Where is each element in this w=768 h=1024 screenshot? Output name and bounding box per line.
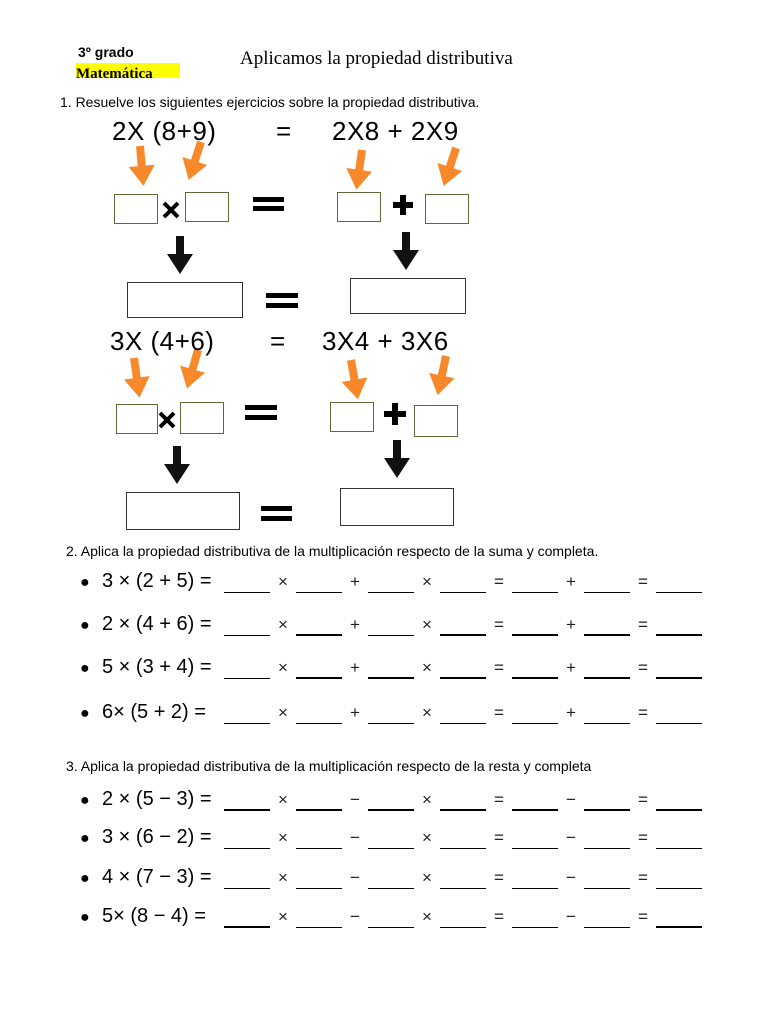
blank-field[interactable] — [368, 574, 414, 593]
problem-1-right: 2X8 + 2X9 — [332, 116, 459, 146]
black-arrow-down-icon — [164, 446, 190, 484]
black-arrow-down-icon — [393, 232, 419, 270]
page-title: Aplicamos la propiedad distributiva — [240, 48, 513, 69]
blank-field[interactable] — [440, 830, 486, 849]
blank-field[interactable] — [224, 660, 270, 679]
equals-icon — [245, 405, 277, 420]
orange-arrow-down-icon — [176, 138, 213, 184]
blank-field[interactable] — [512, 791, 558, 811]
bullet-icon: ● — [80, 909, 90, 926]
blank-field[interactable] — [512, 705, 558, 724]
answer-box[interactable] — [414, 405, 458, 437]
operator: = — [494, 615, 504, 634]
operator: + — [566, 703, 576, 722]
blank-field[interactable] — [584, 574, 630, 593]
blank-field[interactable] — [584, 659, 630, 679]
operator: × — [422, 572, 432, 591]
operator: = — [494, 907, 504, 926]
orange-arrow-down-icon — [121, 356, 152, 399]
answer-box[interactable] — [114, 194, 158, 224]
operator: = — [638, 615, 648, 634]
blank-field[interactable] — [296, 909, 342, 928]
blank-field[interactable] — [368, 870, 414, 889]
instruction-3: 3. Aplica la propiedad distributiva de la multiplicación respecto de la resta y completa — [66, 758, 592, 774]
operator: + — [350, 703, 360, 722]
operator: = — [494, 658, 504, 677]
exercise-row — [80, 866, 706, 889]
blank-field[interactable] — [584, 616, 630, 636]
operator: × — [278, 615, 288, 634]
bullet-icon: ● — [80, 830, 90, 847]
operator: × — [422, 828, 432, 847]
blank-field[interactable] — [368, 705, 414, 724]
blank-field[interactable] — [296, 791, 342, 811]
operator: = — [638, 703, 648, 722]
operator: + — [566, 658, 576, 677]
blank-field[interactable] — [512, 616, 558, 636]
blank-field[interactable] — [656, 705, 702, 724]
problem-2-equals: = — [270, 326, 286, 356]
answer-box[interactable] — [116, 404, 158, 434]
bullet-icon: ● — [80, 574, 90, 591]
blank-field[interactable] — [512, 870, 558, 889]
plus-icon — [384, 403, 406, 425]
black-arrow-down-icon — [384, 440, 410, 478]
orange-arrow-down-icon — [338, 358, 371, 402]
blank-field[interactable] — [440, 791, 486, 811]
operator: = — [494, 572, 504, 591]
blank-field[interactable] — [296, 870, 342, 889]
blank-field[interactable] — [296, 659, 342, 679]
plus-icon — [393, 195, 413, 215]
result-box[interactable] — [340, 488, 454, 526]
blank-field[interactable] — [656, 659, 702, 679]
blank-field[interactable] — [368, 830, 414, 849]
answer-box[interactable] — [180, 402, 224, 434]
blank-field[interactable] — [584, 791, 630, 811]
operator: − — [566, 790, 576, 809]
orange-arrow-down-icon — [127, 145, 156, 187]
result-box[interactable] — [126, 492, 240, 530]
operator: − — [566, 907, 576, 926]
exercise-expression: 2 × (5 − 3) = — [102, 788, 212, 810]
operator: + — [566, 615, 576, 634]
result-box[interactable] — [127, 282, 243, 318]
exercise-expression: 2 × (4 + 6) = — [102, 613, 212, 635]
exercise-expression: 6× (5 + 2) = — [102, 701, 206, 723]
operator: − — [350, 907, 360, 926]
operator: × — [422, 658, 432, 677]
equals-icon — [261, 506, 292, 521]
blank-field[interactable] — [584, 830, 630, 849]
blank-field[interactable] — [656, 574, 702, 593]
operator: × — [422, 703, 432, 722]
blank-field[interactable] — [584, 705, 630, 724]
operator: × — [422, 790, 432, 809]
orange-arrow-down-icon — [425, 353, 459, 398]
blank-field[interactable] — [512, 830, 558, 849]
blank-field[interactable] — [440, 870, 486, 889]
blank-field[interactable] — [440, 659, 486, 679]
operator: = — [638, 828, 648, 847]
operator: = — [638, 868, 648, 887]
answer-box[interactable] — [337, 192, 381, 222]
blank-field[interactable] — [440, 705, 486, 724]
blank-field[interactable] — [296, 574, 342, 593]
blank-field[interactable] — [584, 909, 630, 928]
blank-field[interactable] — [224, 705, 270, 724]
bullet-icon: ● — [80, 870, 90, 887]
problem-1-left: 2X (8+9) — [112, 116, 217, 146]
blank-field[interactable] — [440, 574, 486, 593]
instruction-1: 1. Resuelve los siguientes ejercicios sobre la propiedad distributiva. — [60, 94, 480, 110]
blank-field[interactable] — [656, 908, 702, 928]
operator: = — [638, 907, 648, 926]
exercise-row — [80, 613, 706, 636]
operator: − — [566, 828, 576, 847]
operator: × — [278, 868, 288, 887]
blank-field[interactable] — [584, 870, 630, 889]
blank-field[interactable] — [368, 617, 414, 636]
operator: × — [422, 615, 432, 634]
answer-box[interactable] — [425, 194, 469, 224]
blank-field[interactable] — [440, 616, 486, 636]
operator: = — [494, 703, 504, 722]
blank-field[interactable] — [656, 616, 702, 636]
blank-field[interactable] — [224, 870, 270, 889]
orange-arrow-down-icon — [344, 148, 375, 191]
answer-box[interactable] — [330, 402, 374, 432]
black-arrow-down-icon — [167, 236, 193, 274]
exercise-row — [80, 570, 706, 593]
exercise-row — [80, 701, 706, 724]
operator: × — [422, 907, 432, 926]
operator: × — [278, 828, 288, 847]
exercise-expression: 4 × (7 − 3) = — [102, 866, 212, 888]
operator: = — [494, 790, 504, 809]
operator: = — [494, 828, 504, 847]
blank-field[interactable] — [656, 870, 702, 889]
bullet-icon: ● — [80, 705, 90, 722]
result-box[interactable] — [350, 278, 466, 314]
blank-field[interactable] — [296, 705, 342, 724]
blank-field[interactable] — [512, 909, 558, 928]
equals-icon — [266, 293, 298, 308]
blank-field[interactable] — [224, 830, 270, 849]
operator: × — [278, 572, 288, 591]
blank-field[interactable] — [656, 830, 702, 849]
subject-label: Matemática — [76, 63, 180, 78]
blank-field[interactable] — [512, 574, 558, 593]
exercise-row — [80, 656, 706, 679]
operator: = — [638, 572, 648, 591]
exercise-expression: 5 × (3 + 4) = — [102, 656, 212, 678]
blank-field[interactable] — [224, 617, 270, 636]
blank-field[interactable] — [368, 659, 414, 679]
operator: × — [278, 907, 288, 926]
operator: × — [278, 703, 288, 722]
operator: = — [638, 658, 648, 677]
operator: + — [350, 615, 360, 634]
exercise-row — [80, 788, 706, 811]
exercise-row — [80, 826, 706, 849]
operator: × — [422, 868, 432, 887]
times-icon — [160, 413, 174, 427]
blank-field[interactable] — [296, 830, 342, 849]
times-icon — [164, 203, 178, 217]
grade-label: 3º grado — [78, 44, 134, 60]
operator: + — [350, 572, 360, 591]
problem-2-left: 3X (4+6) — [110, 326, 215, 356]
blank-field[interactable] — [656, 791, 702, 811]
blank-field[interactable] — [512, 659, 558, 679]
operator: + — [350, 658, 360, 677]
operator: − — [350, 828, 360, 847]
instruction-2: 2. Aplica la propiedad distributiva de la multiplicación respecto de la suma y completa. — [66, 543, 599, 559]
operator: × — [278, 790, 288, 809]
blank-field[interactable] — [296, 616, 342, 636]
problem-2-right: 3X4 + 3X6 — [322, 326, 449, 356]
operator: − — [350, 868, 360, 887]
bullet-icon: ● — [80, 660, 90, 677]
operator: × — [278, 658, 288, 677]
operator: − — [350, 790, 360, 809]
blank-field[interactable] — [224, 791, 270, 811]
exercise-row — [80, 905, 706, 928]
answer-box[interactable] — [185, 192, 229, 222]
operator: + — [566, 572, 576, 591]
equals-icon — [253, 197, 284, 211]
operator: = — [638, 790, 648, 809]
bullet-icon: ● — [80, 792, 90, 809]
problem-1-equals: = — [276, 116, 292, 146]
bullet-icon: ● — [80, 617, 90, 634]
operator: − — [566, 868, 576, 887]
exercise-expression: 3 × (2 + 5) = — [102, 570, 212, 592]
orange-arrow-down-icon — [431, 144, 468, 190]
exercise-expression: 5× (8 − 4) = — [102, 905, 206, 927]
exercise-expression: 3 × (6 − 2) = — [102, 826, 212, 848]
blank-field[interactable] — [224, 574, 270, 593]
blank-field[interactable] — [224, 908, 270, 928]
blank-field[interactable] — [440, 909, 486, 928]
blank-field[interactable] — [368, 909, 414, 928]
operator: = — [494, 868, 504, 887]
blank-field[interactable] — [368, 791, 414, 811]
